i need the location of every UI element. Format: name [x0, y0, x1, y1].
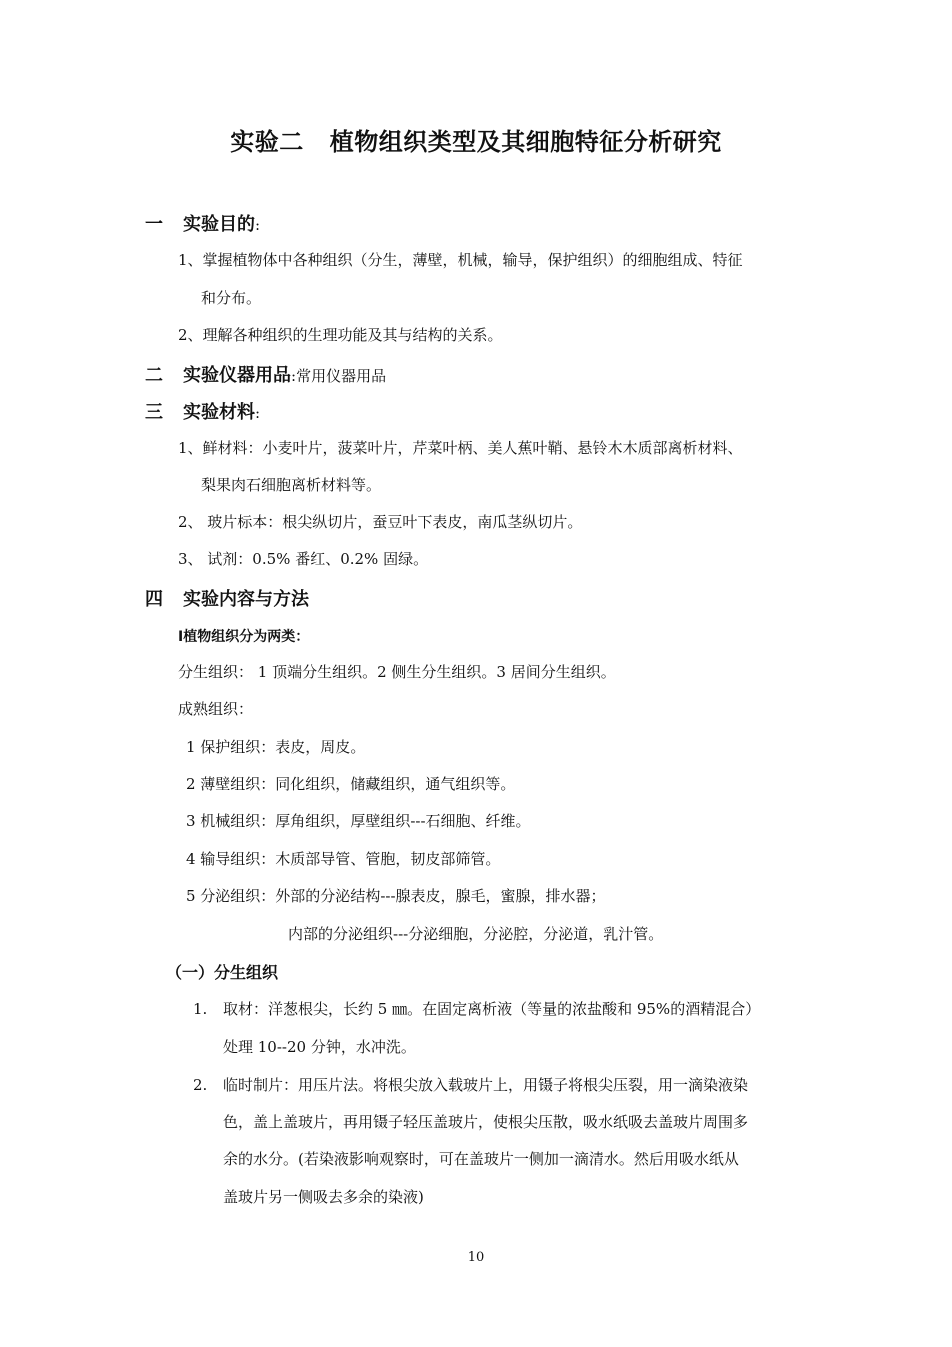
section-1-number: 一	[145, 214, 163, 235]
step-1-number: 1.	[193, 1000, 208, 1018]
step-2-line-1: 2. 临时制片：用压片法。将根尖放入载玻片上，用镊子将根尖压裂，用一滴染液染	[193, 1076, 749, 1094]
title-experiment-name: 植物组织类型及其细胞特征分析研究	[329, 128, 722, 156]
title-experiment-number: 实验二	[230, 128, 304, 156]
objective-2: 2、理解各种组织的生理功能及其与结构的关系。	[178, 326, 503, 344]
tissue-classification-subtitle: Ⅰ植物组织分为两类：	[178, 629, 310, 645]
section-2-number: 二	[145, 365, 163, 386]
section-2-text: 常用仪器用品	[296, 367, 387, 385]
document-title	[0, 122, 952, 157]
step-2-line-4: 盖玻片另一侧吸去多余的染液)	[223, 1188, 424, 1206]
mature-tissue-3: 3 机械组织：厚角组织，厚壁组织---石细胞、纤维。	[186, 812, 531, 830]
step-1-line-1: 1. 取材：洋葱根尖，长约 5 ㎜。在固定离析液（等量的浓盐酸和 95%的酒精混合）	[193, 1000, 761, 1018]
material-1-line-2: 梨果肉石细胞离析材料等。	[201, 476, 382, 494]
section-2-heading: 二 实验仪器用品:常用仪器用品	[145, 361, 386, 387]
material-2: 2、 玻片标本：根尖纵切片，蚕豆叶下表皮，南瓜茎纵切片。	[178, 513, 583, 531]
material-3: 3、 试剂：0.5% 番红、0.2% 固绿。	[178, 550, 429, 568]
mature-tissue-5: 5 分泌组织：外部的分泌结构---腺表皮，腺毛，蜜腺，排水器；	[186, 887, 606, 905]
meristem-types: 分生组织： 1 顶端分生组织。2 侧生分生组织。3 居间分生组织。	[178, 663, 616, 681]
step-2-line-2: 色，盖上盖玻片，再用镊子轻压盖玻片，使根尖压散，吸水纸吸去盖玻片周围多	[223, 1113, 749, 1131]
mature-tissue-1: 1 保护组织：表皮，周皮。	[186, 738, 366, 756]
section-3-title: 实验材料	[183, 402, 255, 423]
mature-tissue-2: 2 薄壁组织：同化组织，储藏组织，通气组织等。	[186, 775, 516, 793]
mature-tissue-5-internal: 内部的分泌组织---分泌细胞，分泌腔，分泌道，乳汁管。	[288, 925, 664, 943]
mature-tissue-label: 成熟组织：	[178, 700, 254, 718]
material-1-line-1: 1、鲜材料：小麦叶片，菠菜叶片，芹菜叶柄、美人蕉叶鞘、悬铃木木质部离析材料、	[178, 439, 743, 457]
section-2-title: 实验仪器用品	[183, 365, 291, 386]
section-4-title: 实验内容与方法	[183, 589, 309, 610]
section-3-number: 三	[145, 402, 163, 423]
page-number: 10	[467, 1250, 485, 1265]
section-1-heading: 一 实验目的:	[145, 210, 260, 236]
objective-1-line-1: 1、掌握植物体中各种组织（分生，薄壁，机械，输导，保护组织）的细胞组成、特征	[178, 251, 743, 269]
section-4-number: 四	[145, 589, 163, 610]
step-2-number: 2.	[193, 1076, 208, 1094]
section-3-heading: 三 实验材料:	[145, 398, 260, 424]
step-2-line-3: 余的水分。(若染液影响观察时，可在盖玻片一侧加一滴清水。然后用吸水纸从	[223, 1150, 739, 1168]
objective-1-line-2: 和分布。	[201, 289, 262, 307]
meristem-section-heading: （一）分生组织	[166, 963, 279, 982]
section-1-title: 实验目的	[183, 214, 255, 235]
mature-tissue-4: 4 输导组织：木质部导管、管胞，韧皮部筛管。	[186, 850, 501, 868]
step-1-line-2: 处理 10--20 分钟，水冲洗。	[223, 1038, 416, 1056]
section-4-heading	[145, 585, 309, 611]
